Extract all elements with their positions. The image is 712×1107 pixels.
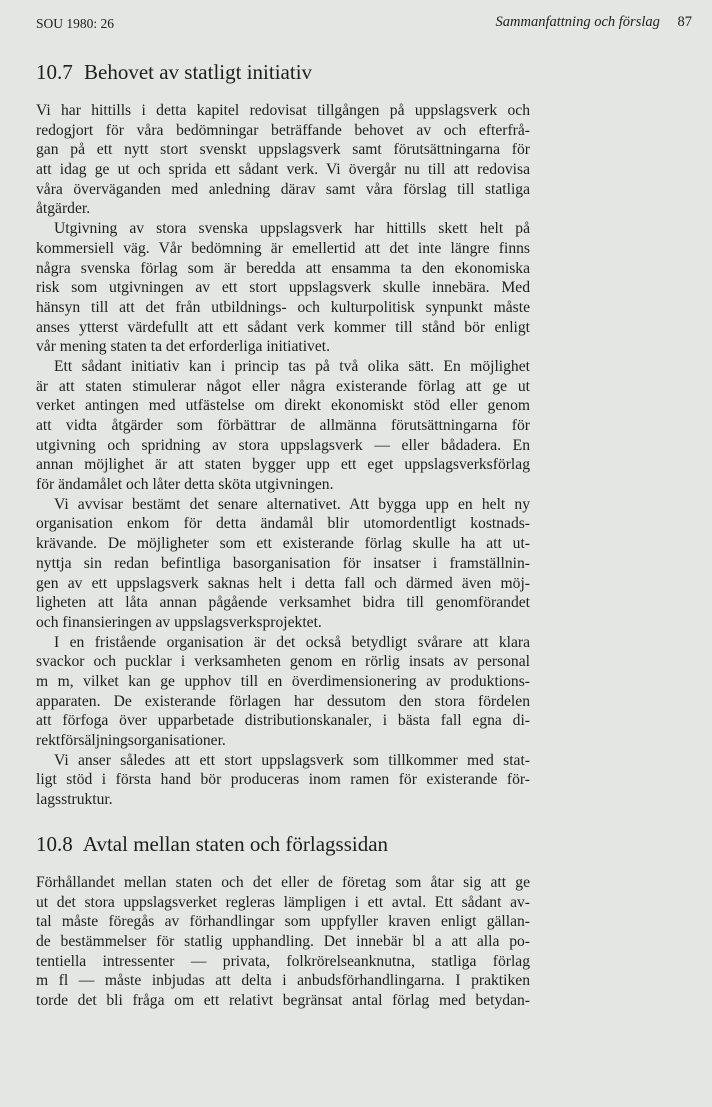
- text-line: organisation enkom för detta ändamål blir utomordentligt kostnads-: [36, 515, 530, 533]
- text-line: tal måste föregås av förhandlingar som uppfyller kraven enligt gällan-: [36, 913, 530, 931]
- text-line: tentiella intressenter — privata, folkrörelseanknutna, statliga förlag: [36, 952, 530, 970]
- header-right: [496, 14, 692, 31]
- text-line: att idag ge ut och sprida ett sådant verk. Vi övergår nu till att redovisa: [36, 161, 530, 179]
- text-line: ut det stora uppslagsverket regleras lämpligen i ett avtal. Ett sådant av-: [36, 893, 530, 911]
- text-line: för ändamålet och låter detta sköta utgivningen.: [36, 476, 334, 494]
- text-line: hänsyn till att det från utbildnings- och kulturpolitisk synpunkt måste: [36, 298, 530, 316]
- text-line: att vidta åtgärder som förbättrar de allmänna förutsättningarna för: [36, 417, 530, 434]
- text-line: Ett sådant initiativ kan i princip tas på två olika sätt. En möjlighet: [54, 357, 530, 375]
- text-line: I en fristående organisation är det också betydligt svårare att klara: [54, 633, 530, 651]
- section-title: Behovet av statligt initiativ: [84, 60, 313, 84]
- text-line: är att staten stimulerar något eller några existerande förlag att ge ut: [36, 377, 530, 395]
- text-line: Förhållandet mellan staten och det eller de företag som åtar sig att ge: [36, 874, 530, 891]
- text-line: anses ytterst värdefullt att ett sådant verk kommer till stånd bör enligt: [36, 318, 530, 336]
- text-line: apparaten. De existerande förlagen har dessutom den stora fördelen: [36, 692, 530, 710]
- text-line: kommersiell väg. Vår bedömning är emellertid att det inte längre finns: [36, 239, 530, 257]
- text-line: krävande. De möjligheter som ett existerande förlag skulle ha att ut-: [36, 535, 530, 553]
- section-heading-10-7: [36, 60, 312, 85]
- text-line: några svenska förlag som är beredda att ensamma ta den ekonomiska: [36, 259, 530, 277]
- text-line: vår mening staten ta det erforderliga initiativet.: [36, 338, 331, 356]
- text-line: risk som utgivningen av ett stort uppslagsverk skulle innebära. Med: [36, 279, 530, 297]
- text-line: att förfoga över upparbetade distributionskanaler, i bästa fall egna di-: [36, 712, 530, 730]
- text-line: lagsstruktur.: [36, 791, 113, 809]
- text-line: torde det bli fråga om ett relativt begränsat antal förlag med betydan-: [36, 992, 530, 1010]
- text-line: m fl — måste inbjudas att delta i anbudsförhandlingarna. I praktiken: [36, 972, 530, 990]
- text-line: annan möjlighet är att staten bygger upp ett eget uppslagsverksförlag: [36, 456, 530, 474]
- text-line: åtgärder.: [36, 200, 91, 218]
- page-number: 87: [677, 14, 692, 30]
- running-title: Sammanfattning och förslag: [495, 14, 660, 30]
- section-10-8-body: [36, 873, 530, 1011]
- section-title: Avtal mellan staten och förlagssidan: [82, 832, 389, 856]
- text-line: de bestämmelser för statlig upphandling. Det innebär bl a att alla po-: [36, 933, 530, 951]
- section-10-7-body: [36, 101, 530, 810]
- text-line: verket antingen med utfästelse om direkt ekonomiskt stöd eller genom: [36, 397, 530, 415]
- text-line: rektförsäljningsorganisationer.: [36, 732, 226, 749]
- text-line: Vi avvisar bestämt det senare alternativet. Att bygga upp en helt ny: [54, 495, 530, 513]
- section-number: 10.7: [36, 60, 73, 84]
- text-line: utgivning och spridning av stora uppslagsverk — eller bådadera. En: [36, 436, 530, 454]
- text-line: Utgivning av stora svenska uppslagsverk har hittills skett helt på: [54, 220, 530, 238]
- text-line: Vi har hittills i detta kapitel redovisat tillgången på uppslagsverk och: [36, 102, 530, 119]
- text-line: nyttja sin redan befintliga basorganisation för insatser i framställnin-: [36, 554, 530, 572]
- text-line: gan på ett nytt stort svenskt uppslagsverk samt förutsättningarna för: [36, 141, 530, 159]
- text-line: ligt stöd i första hand bör produceras inom ramen för existerande för-: [36, 771, 530, 789]
- text-line: m m, vilket kan ge upphov till en överdimensionering av produktions-: [36, 672, 530, 690]
- text-line: våra överväganden med anledning därav samt våra förslag till statliga: [36, 180, 530, 198]
- text-line: Vi anser således att ett stort uppslagsverk som tillkommer med stat-: [54, 751, 530, 769]
- section-heading-10-8: [36, 832, 388, 857]
- text-line: och finansieringen av uppslagsverksprojektet.: [36, 613, 322, 631]
- text-line: redogjort för våra bedömningar beträffande behovet av och efterfrå-: [36, 121, 530, 139]
- text-line: svackor och pucklar i verksamheten genom en rörlig insats av personal: [36, 653, 530, 671]
- running-header: [36, 12, 692, 36]
- text-line: gen av ett uppslagsverk saknas helt i detta fall och därmed även möj-: [36, 574, 530, 592]
- report-reference: SOU 1980: 26: [36, 16, 115, 31]
- text-line: ligheten att låta annan pågående verksamhet bidra till genomförandet: [36, 594, 530, 612]
- section-number: 10.8: [36, 832, 73, 856]
